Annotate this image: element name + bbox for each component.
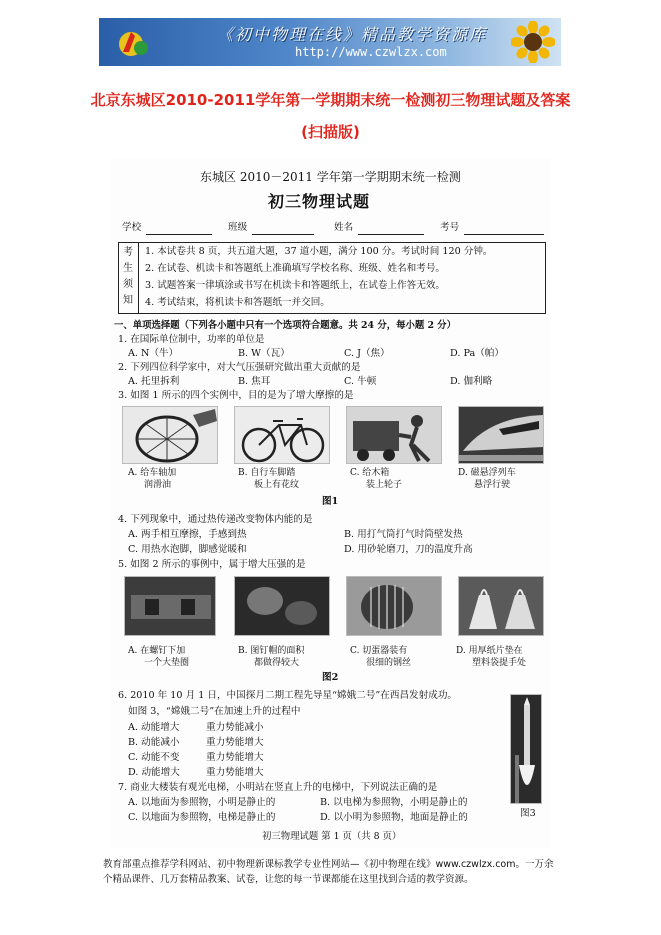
plastic-bag-icon — [459, 577, 544, 636]
q2-option-a: A. 托里拆利 — [128, 376, 180, 387]
notice-item: 4. 考试结束，将机读卡和答题纸一并交回。 — [145, 297, 330, 308]
question-6-stem-2: 如图 3，“嫦娥二号”在加速上升的过程中 — [128, 706, 301, 717]
question-4-stem: 4. 下列现象中，通过热传递改变物体内能的是 — [118, 514, 313, 525]
notice-label-column — [119, 243, 139, 313]
q4-option-d: D. 用砂轮磨刀，刀的温度升高 — [344, 544, 473, 555]
caption-line: 很细的钢丝 — [366, 657, 412, 668]
rocket-launch-icon — [511, 695, 542, 804]
bicycle-icon — [235, 407, 330, 464]
exam-header: 东城区 2010－2011 学年第一学期期末统一检测 — [200, 170, 461, 184]
figure2-image-c — [346, 576, 442, 636]
figure1-image-b — [234, 406, 330, 464]
field-name-label: 姓名 — [334, 222, 354, 233]
footer-line-2: 个精品课件、几万套精品教案、试卷，让您的每一节课都能在这里找到合适的教学资源。 — [103, 873, 474, 885]
scanned-exam-page — [110, 158, 550, 848]
field-class-line — [252, 234, 314, 235]
caption-line: 一个大垫圈 — [144, 657, 190, 668]
figure3-label: 图3 — [520, 808, 536, 819]
site-title: 《初中物理在线》精品教学资源库 — [217, 25, 488, 44]
figure2-image-a — [124, 576, 216, 636]
caption-line: A. 在螺钉下加 — [128, 646, 186, 656]
thumbtack-icon — [235, 577, 330, 636]
notice-item: 2. 在试卷、机读卡和答题纸上准确填写学校名称、班级、姓名和考号。 — [145, 263, 446, 274]
q1-option-b: B. W（瓦） — [238, 348, 290, 359]
field-school-line — [146, 234, 212, 235]
site-logo-icon — [117, 28, 151, 58]
q7-option-d: D. 以小明为参照物，地面是静止的 — [320, 812, 468, 823]
figure2-image-b — [234, 576, 330, 636]
site-banner — [99, 18, 561, 66]
q1-option-d: D. Pa（帕） — [450, 348, 504, 359]
figure2-caption-c — [350, 646, 442, 669]
caption-line: 润滑油 — [144, 479, 172, 490]
caption-line: 塑料袋提手处 — [472, 657, 527, 668]
figure1-image-d — [458, 406, 544, 464]
notice-item: 1. 本试卷共 8 页，共五道大题，37 道小题，满分 100 分。考试时间 120 分钟。 — [145, 246, 493, 257]
exam-title: 初三物理试题 — [268, 192, 371, 211]
q1-option-a: A. N（牛） — [128, 348, 179, 359]
caption-line: A. 给车轴加 — [128, 468, 177, 478]
figure1-caption-c — [350, 468, 442, 491]
notice-label-char: 考 — [123, 247, 133, 258]
box-with-wheels-icon — [347, 407, 442, 464]
question-7-stem: 7. 商业大楼装有观光电梯，小明站在竖直上升的电梯中，下列说法正确的是 — [118, 782, 438, 793]
figure1-label: 图1 — [322, 496, 339, 507]
q6-option-d-potential: 重力势能增大 — [206, 767, 264, 778]
q7-option-c: C. 以地面为参照物，电梯是静止的 — [128, 812, 276, 823]
figure2-label: 图2 — [322, 672, 339, 683]
sunflower-icon — [511, 21, 555, 63]
q4-option-a: A. 两手相互摩擦，手感到热 — [128, 529, 247, 540]
figure2-caption-a — [128, 646, 220, 669]
figure1-image-a — [122, 406, 218, 464]
question-2-stem: 2. 下列四位科学家中，对大气压强研究做出重大贡献的是 — [118, 362, 361, 373]
q6-option-b-potential: 重力势能增大 — [206, 737, 264, 748]
figure2-caption-b — [238, 646, 334, 669]
q1-option-c: C. J（焦） — [344, 348, 390, 359]
figure1-caption-a — [128, 468, 220, 491]
q6-option-d-energy: D. 动能增大 — [128, 767, 180, 778]
field-class-label: 班级 — [228, 222, 248, 233]
q6-option-a-potential: 重力势能减小 — [206, 722, 264, 733]
q4-option-b: B. 用打气筒打气时筒壁发热 — [344, 529, 463, 540]
notice-label-char: 生 — [123, 263, 133, 274]
figure2-caption-d — [456, 646, 552, 669]
figure2-image-d — [458, 576, 544, 636]
caption-line: 悬浮行驶 — [474, 479, 511, 490]
field-id-label: 考号 — [440, 222, 460, 233]
caption-line: D. 磁悬浮列车 — [458, 468, 516, 478]
q2-option-c: C. 牛顿 — [344, 376, 377, 387]
q6-option-b-energy: B. 动能减小 — [128, 737, 180, 748]
figure1-image-c — [346, 406, 442, 464]
field-id-line — [464, 234, 544, 235]
question-5-stem: 5. 如图 2 所示的事例中，属于增大压强的是 — [118, 559, 306, 570]
caption-line: 板上有花纹 — [254, 479, 300, 490]
wheel-axle-icon — [123, 407, 218, 464]
site-footer — [103, 858, 573, 887]
q7-option-b: B. 以电梯为参照物，小明是静止的 — [320, 797, 468, 808]
q6-option-c-energy: C. 动能不变 — [128, 752, 180, 763]
document-title: 北京东城区2010-2011学年第一学期期末统一检测初三物理试题及答案 — [90, 91, 571, 109]
q6-option-c-potential: 重力势能增大 — [206, 752, 264, 763]
figure1-caption-d — [458, 468, 550, 491]
caption-line: C. 给木箱 — [350, 468, 390, 478]
screw-washer-icon — [125, 577, 216, 636]
notice-label-char: 须 — [123, 279, 133, 290]
caption-line: B. 自行车脚踏 — [238, 468, 296, 478]
question-3-stem: 3. 如图 1 所示的四个实例中，目的是为了增大摩擦的是 — [118, 390, 354, 401]
caption-line: 都做得较大 — [254, 657, 300, 668]
field-school-label: 学校 — [122, 222, 142, 233]
q7-option-a: A. 以地面为参照物，小明是静止的 — [128, 797, 276, 808]
q2-option-b: B. 焦耳 — [238, 376, 271, 387]
notice-label-char: 知 — [123, 295, 133, 306]
q4-option-c: C. 用热水泡脚，脚感觉暖和 — [128, 544, 247, 555]
figure1-caption-b — [238, 468, 330, 491]
caption-line: 装上轮子 — [366, 479, 403, 490]
footer-line-1: 教育部重点推荐学科网站、初中物理新课标教学专业性网站—《初中物理在线》www.czwlzx.com。一万余 — [103, 859, 554, 870]
figure3-rocket-image — [510, 694, 542, 804]
question-1-stem: 1. 在国际单位制中，功率的单位是 — [118, 334, 265, 345]
site-url[interactable]: http://www.czwlzx.com — [295, 45, 447, 59]
question-6-stem: 6. 2010 年 10 月 1 日，中国探月二期工程先导星“嫦娥二号”在西昌发射成功。 — [118, 690, 458, 701]
caption-line: C. 切蛋器装有 — [350, 646, 408, 656]
maglev-train-icon — [459, 407, 544, 464]
q2-option-d: D. 伽利略 — [450, 376, 493, 387]
exam-page-footer: 初三物理试题 第 1 页（共 8 页） — [262, 831, 402, 842]
exam-notice-box — [118, 242, 546, 314]
q6-option-a-energy: A. 动能增大 — [128, 722, 180, 733]
document-subtitle: (扫描版) — [301, 123, 360, 141]
egg-slicer-icon — [347, 577, 442, 636]
caption-line: D. 用厚纸片垫在 — [456, 646, 523, 656]
field-name-line — [358, 234, 424, 235]
caption-line: B. 图钉帽的面积 — [238, 646, 305, 656]
section-heading: 一、单项选择题（下列各小题中只有一个选项符合题意。共 24 分，每小题 2 分） — [114, 320, 457, 331]
notice-item: 3. 试题答案一律填涂或书写在机读卡和答题纸上，在试卷上作答无效。 — [145, 280, 446, 291]
